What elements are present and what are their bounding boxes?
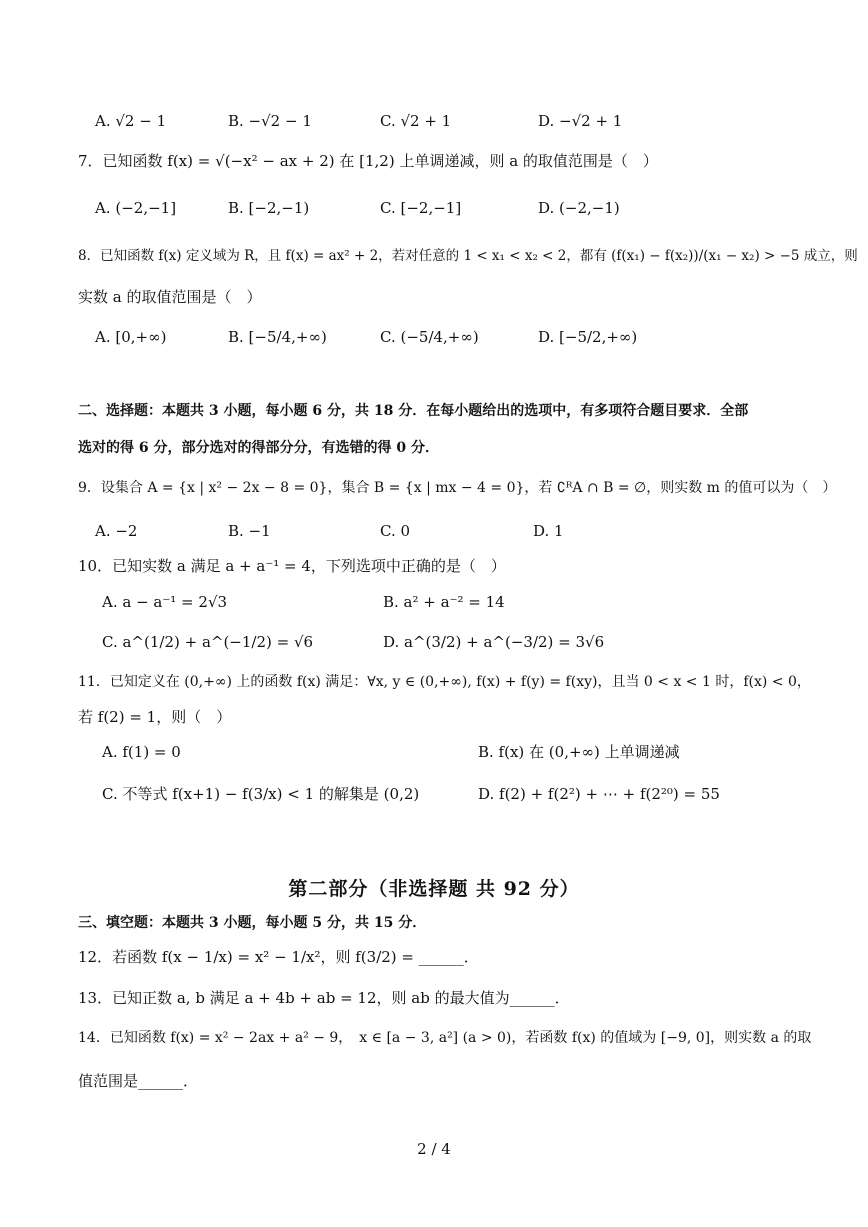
q12-stem: 12．若函数 f(x − 1/x) = x² − 1/x²，则 f(3/2) = ______． — [78, 948, 479, 966]
q6-option-d: D. −√2 + 1 — [538, 112, 623, 130]
q10-option-d: D. a^(3/2) + a^(−3/2) = 3√6 — [383, 633, 605, 651]
q7-option-a: A. (−2,−1] — [95, 199, 177, 217]
q9-option-a: A. −2 — [95, 522, 138, 540]
q7-option-b: B. [−2,−1) — [228, 199, 310, 217]
q14-stem-line2: 值范围是______． — [78, 1072, 199, 1090]
q7-option-c: C. [−2,−1] — [380, 199, 462, 217]
q11-option-a: A. f(1) = 0 — [102, 743, 181, 761]
q11-stem-line1: 11．已知定义在 (0,+∞) 上的函数 f(x) 满足：∀x, y ∈ (0,+∞), f(x) + f(y) = f(xy)，且当 0 < x < 1 时，f(x) < 0， — [78, 674, 811, 690]
part2-title: 第二部分（非选择题 共 92 分） — [288, 878, 580, 900]
q8-option-b: B. [−5/4,+∞) — [228, 328, 327, 346]
q7-option-d: D. (−2,−1) — [538, 199, 620, 217]
q9-option-c: C. 0 — [380, 522, 411, 540]
page-number: 2 / 4 — [417, 1140, 451, 1158]
q8-option-a: A. [0,+∞) — [95, 328, 167, 346]
q8-option-c: C. (−5/4,+∞) — [380, 328, 479, 346]
q6-option-b: B. −√2 − 1 — [228, 112, 312, 130]
section2-heading-line2: 选对的得 6 分，部分选对的得部分分，有选错的得 0 分． — [78, 440, 439, 456]
q10-stem: 10．已知实数 a 满足 a + a⁻¹ = 4，下列选项中正确的是（ ） — [78, 557, 506, 575]
q6-option-a: A. √2 − 1 — [95, 112, 167, 130]
q6-option-c: C. √2 + 1 — [380, 112, 452, 130]
section2-heading-line1: 二、选择题：本题共 3 小题，每小题 6 分，共 18 分．在每小题给出的选项中，有多项符合题目要求．全部 — [78, 403, 749, 419]
q11-stem-line2: 若 f(2) = 1，则（ ） — [78, 708, 232, 726]
q7-stem: 7．已知函数 f(x) = √(−x² − ax + 2) 在 [1,2) 上单调递减，则 a 的取值范围是（ ） — [78, 152, 658, 170]
q14-stem-line1: 14．已知函数 f(x) = x² − 2ax + a² − 9， x ∈ [a − 3, a²] (a > 0)，若函数 f(x) 的值域为 [−9, 0]，则实数 a 的取 — [78, 1030, 812, 1046]
q10-option-c: C. a^(1/2) + a^(−1/2) = √6 — [102, 633, 314, 651]
section3-heading: 三、填空题：本题共 3 小题，每小题 5 分，共 15 分． — [78, 915, 427, 931]
q10-option-a: A. a − a⁻¹ = 2√3 — [102, 593, 228, 611]
q11-option-d: D. f(2) + f(2²) + ⋯ + f(2²⁰) = 55 — [478, 785, 720, 803]
q11-option-c: C. 不等式 f(x+1) − f(3/x) < 1 的解集是 (0,2) — [102, 785, 420, 803]
q9-option-d: D. 1 — [533, 522, 564, 540]
q11-option-b: B. f(x) 在 (0,+∞) 上单调递减 — [478, 743, 680, 761]
q8-option-d: D. [−5/2,+∞) — [538, 328, 638, 346]
q10-option-b: B. a² + a⁻² = 14 — [383, 593, 505, 611]
q8-stem-line2: 实数 a 的取值范围是（ ） — [78, 288, 262, 306]
q9-stem: 9．设集合 A = {x | x² − 2x − 8 = 0}，集合 B = {x | mx − 4 = 0}，若 ∁ᴿA ∩ B = ∅，则实数 m 的值可以为（ ） — [78, 480, 837, 496]
q13-stem: 13．已知正数 a, b 满足 a + 4b + ab = 12，则 ab 的最大值为______． — [78, 989, 570, 1007]
q9-option-b: B. −1 — [228, 522, 271, 540]
q8-stem-line1: 8．已知函数 f(x) 定义域为 R，且 f(x) = ax² + 2，若对任意的 1 < x₁ < x₂ < 2，都有 (f(x₁) − f(x₂))/(x₁ − x₂) > −5 成立，则 — [78, 248, 858, 264]
